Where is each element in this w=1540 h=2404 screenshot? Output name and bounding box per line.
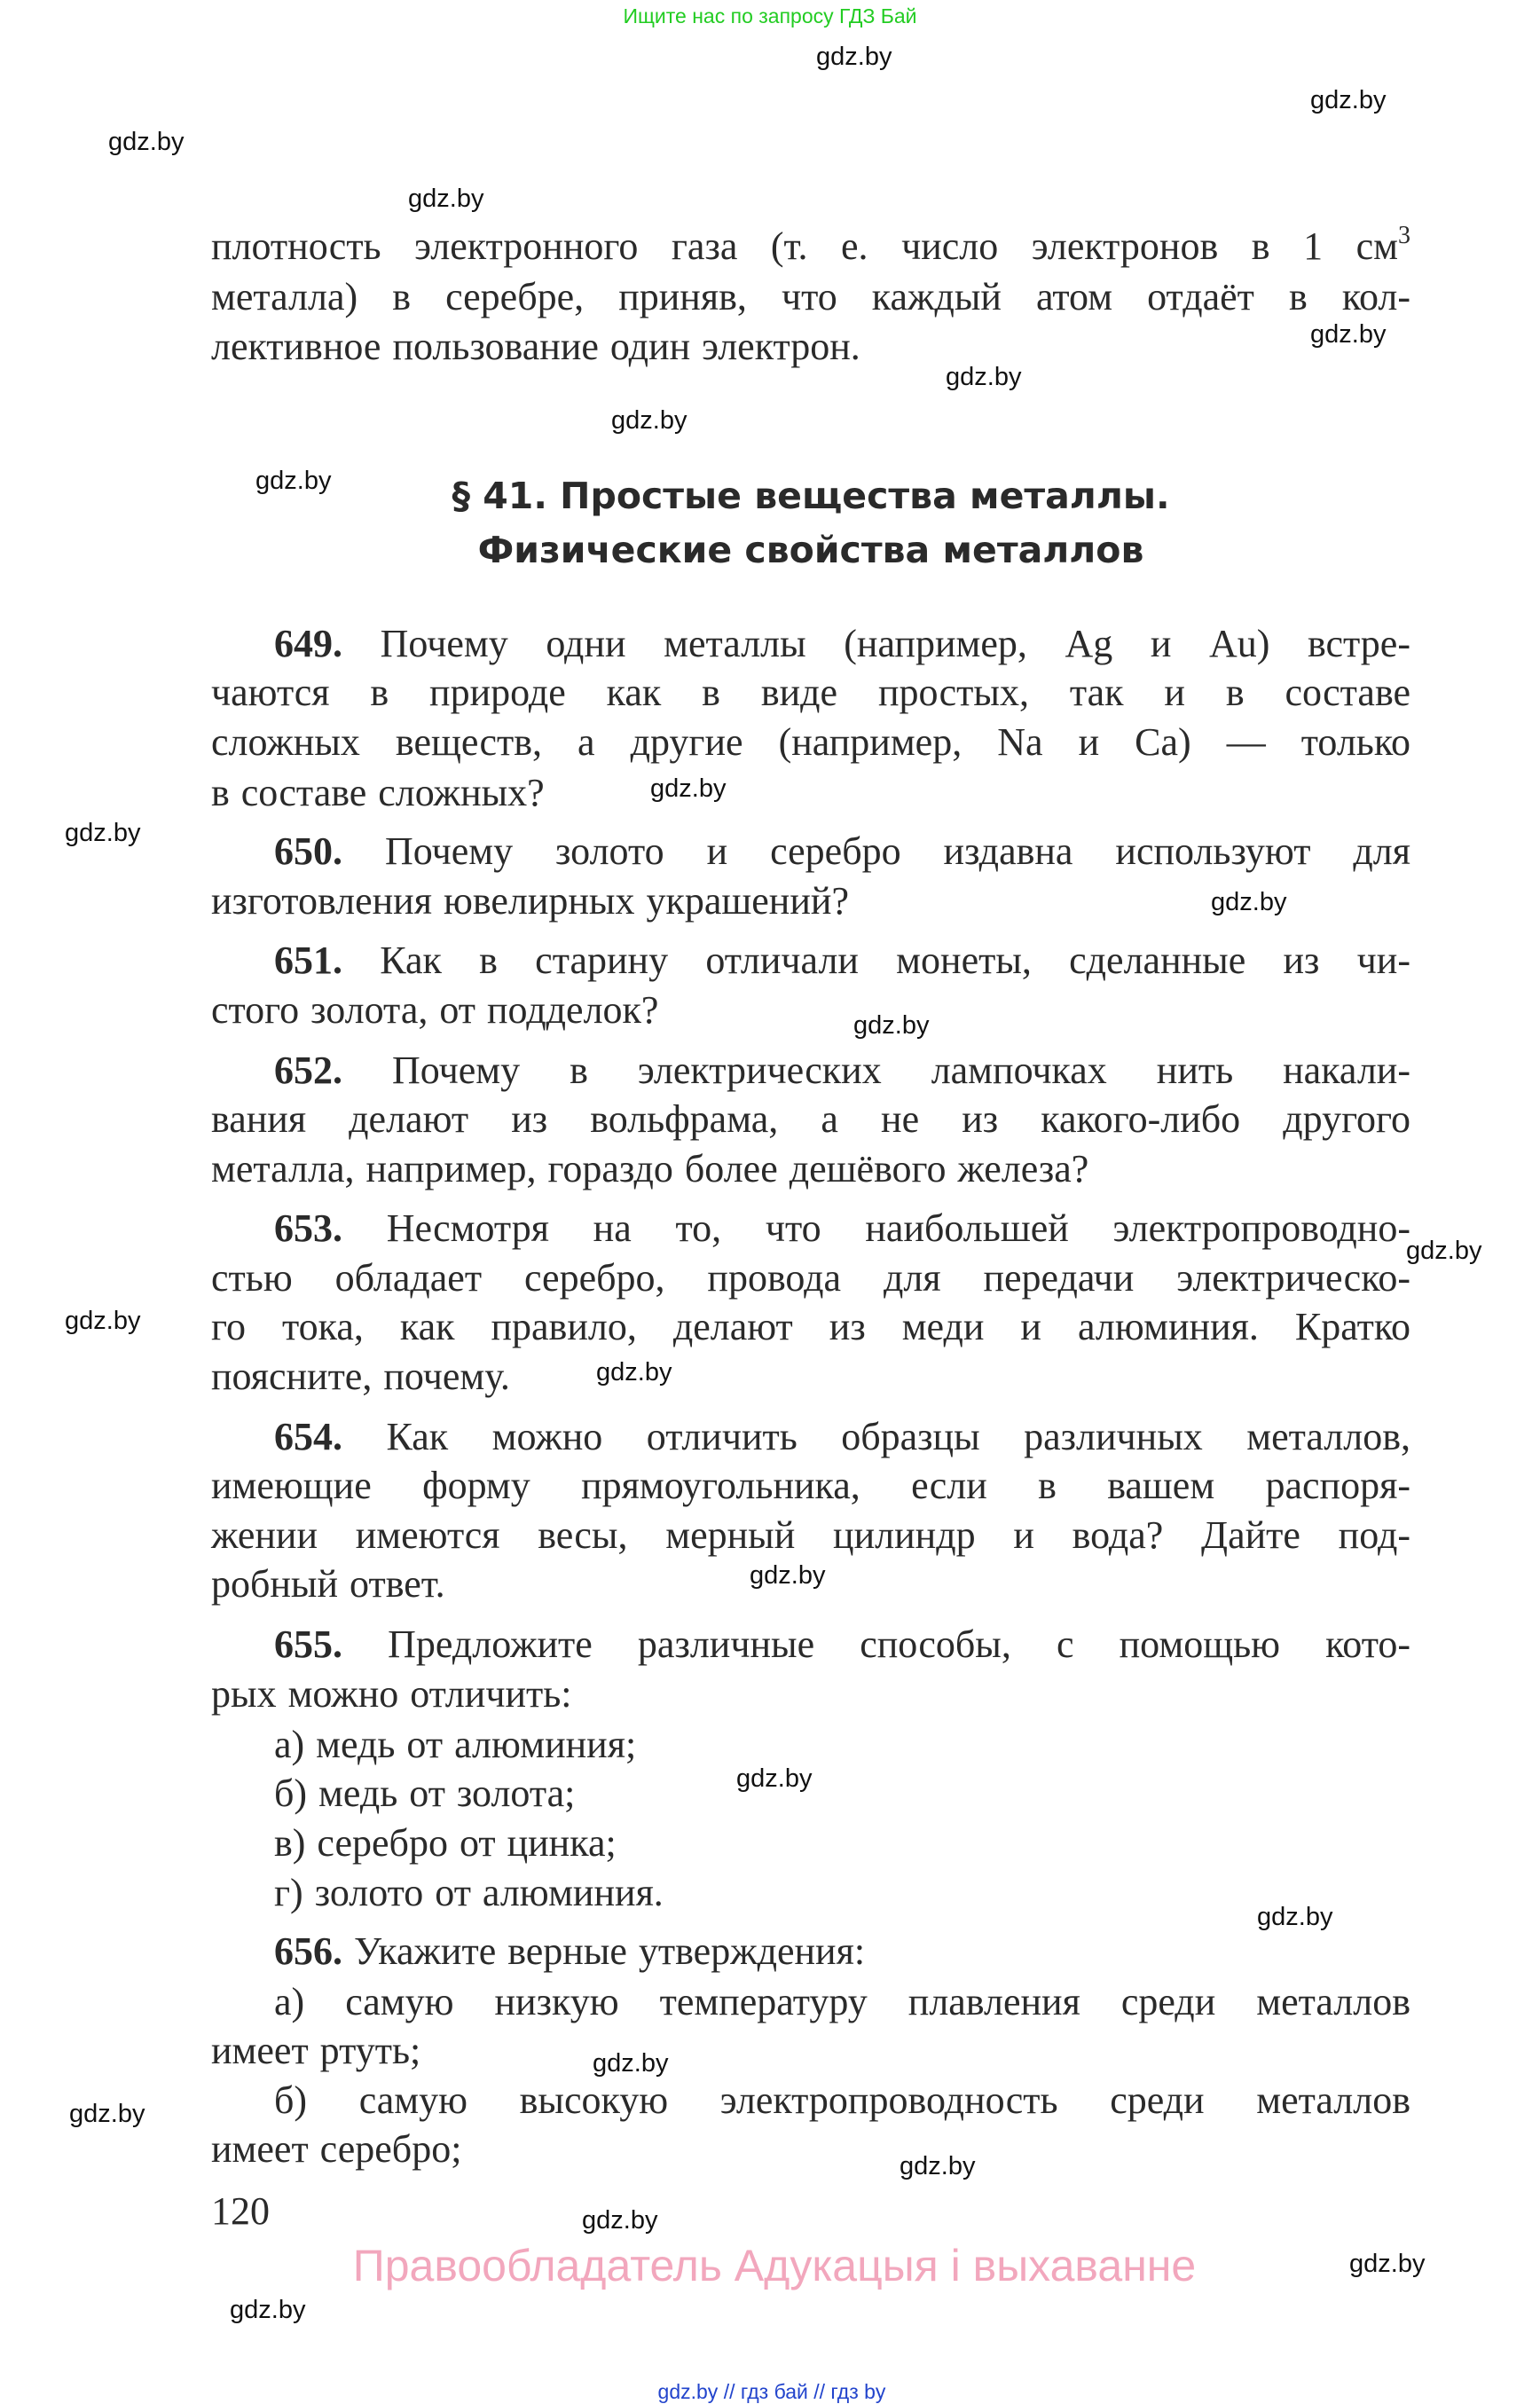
problem-line: робный ответ. bbox=[211, 1562, 445, 1606]
watermark: gdz.by bbox=[582, 2206, 658, 2235]
problem-number: 649. bbox=[274, 622, 342, 665]
section-subheading: Физические свойства металлов bbox=[477, 529, 1144, 571]
problem-line: металла, например, гораздо более дешёвого железа? bbox=[211, 1147, 1089, 1190]
list-item: а) медь от алюминия; bbox=[274, 1723, 637, 1766]
intro-line: металла) в серебре, приняв, что каждый атом отдаёт в кол- bbox=[211, 275, 1410, 318]
intro-line bbox=[211, 222, 1410, 271]
problem-text: Почему в электрических лампочках нить накали- bbox=[342, 1049, 1410, 1092]
watermark: gdz.by bbox=[736, 1764, 813, 1793]
problem-line: имеющие форму прямоугольника, если в вашем распоря- bbox=[211, 1464, 1410, 1507]
list-item: б) самую высокую электропроводность среди металлов bbox=[274, 2078, 1410, 2122]
page-number: 120 bbox=[211, 2189, 270, 2233]
watermark: gdz.by bbox=[900, 2152, 976, 2180]
superscript: 3 bbox=[1398, 222, 1410, 249]
problem-line: стого золота, от подделок? bbox=[211, 988, 659, 1032]
watermark: gdz.by bbox=[1406, 1237, 1482, 1265]
problem-656 bbox=[274, 1927, 1410, 1976]
problem-text: Как можно отличить образцы различных металлов, bbox=[342, 1415, 1410, 1458]
watermark: gdz.by bbox=[1257, 1903, 1333, 1931]
intro-text: плотность электронного газа (т. е. число электронов в 1 см bbox=[211, 224, 1398, 268]
problem-text: Укажите верные утверждения: bbox=[342, 1929, 866, 1973]
problem-line: изготовления ювелирных украшений? bbox=[211, 879, 849, 923]
watermark: gdz.by bbox=[1310, 320, 1387, 349]
copyright-notice: Правообладатель Адукацыя і выхаванне bbox=[352, 2241, 1197, 2290]
watermark: gdz.by bbox=[593, 2049, 669, 2078]
problem-number: 655. bbox=[274, 1622, 342, 1666]
problem-line: стью обладает серебро, провода для передачи электрическо- bbox=[211, 1256, 1410, 1300]
problem-text: Несмотря на то, что наибольшей электропроводно- bbox=[342, 1206, 1410, 1250]
problem-line: имеет ртуть; bbox=[211, 2029, 421, 2072]
problem-line: го тока, как правило, делают из меди и алюминия. Кратко bbox=[211, 1305, 1410, 1348]
watermark: gdz.by bbox=[108, 128, 185, 156]
list-item: г) золото от алюминия. bbox=[274, 1871, 664, 1914]
problem-number: 656. bbox=[274, 1929, 342, 1973]
problem-number: 652. bbox=[274, 1049, 342, 1092]
watermark: gdz.by bbox=[65, 819, 141, 847]
problem-654 bbox=[274, 1412, 1410, 1462]
problem-text: Почему одни металлы (например, Ag и Au) встре- bbox=[342, 622, 1410, 665]
problem-line: жении имеются весы, мерный цилиндр и вода? Дайте под- bbox=[211, 1513, 1410, 1557]
problem-650 bbox=[274, 827, 1410, 876]
problem-652 bbox=[274, 1046, 1410, 1096]
search-banner: Ищите нас по запросу ГДЗ Бай bbox=[623, 4, 917, 27]
problem-line: поясните, почему. bbox=[211, 1355, 510, 1398]
watermark: gdz.by bbox=[816, 43, 892, 71]
watermark: gdz.by bbox=[1211, 888, 1287, 916]
list-item: б) медь от золота; bbox=[274, 1772, 576, 1815]
problem-line: чаются в природе как в виде простых, так и в составе bbox=[211, 671, 1410, 714]
watermark: gdz.by bbox=[230, 2296, 306, 2324]
watermark: gdz.by bbox=[750, 1561, 826, 1590]
list-item: а) самую низкую температуру плавления среди металлов bbox=[274, 1980, 1410, 2023]
problem-655 bbox=[274, 1620, 1410, 1669]
section-heading: § 41. Простые вещества металлы. bbox=[452, 475, 1170, 517]
problem-number: 651. bbox=[274, 939, 342, 982]
problem-651 bbox=[274, 936, 1410, 986]
watermark: gdz.by bbox=[65, 1307, 141, 1335]
intro-line: лективное пользование один электрон. bbox=[211, 325, 860, 368]
problem-text: Как в старину отличали монеты, сделанные из чи- bbox=[342, 939, 1410, 982]
problem-line: в составе сложных? bbox=[211, 771, 545, 814]
watermark: gdz.by bbox=[650, 774, 727, 803]
problem-line: рых можно отличить: bbox=[211, 1672, 572, 1716]
watermark: gdz.by bbox=[255, 467, 332, 495]
watermark: gdz.by bbox=[1349, 2250, 1426, 2278]
watermark: gdz.by bbox=[853, 1011, 930, 1040]
problem-649 bbox=[274, 619, 1410, 669]
problem-653 bbox=[274, 1204, 1410, 1253]
watermark: gdz.by bbox=[1310, 86, 1387, 114]
problem-text: Предложите различные способы, с помощью кото- bbox=[342, 1622, 1410, 1666]
watermark: gdz.by bbox=[408, 185, 484, 213]
watermark: gdz.by bbox=[611, 406, 688, 435]
watermark: gdz.by bbox=[69, 2100, 145, 2128]
problem-line: имеет серебро; bbox=[211, 2127, 462, 2171]
footer-links[interactable]: gdz.by // гдз бай // гдз by bbox=[657, 2380, 886, 2403]
problem-text: Почему золото и серебро издавна используют для bbox=[342, 829, 1410, 873]
watermark: gdz.by bbox=[596, 1358, 672, 1387]
problem-line: сложных веществ, а другие (например, Na и Ca) — только bbox=[211, 720, 1410, 764]
list-item: в) серебро от цинка; bbox=[274, 1821, 617, 1865]
problem-number: 650. bbox=[274, 829, 342, 873]
problem-number: 654. bbox=[274, 1415, 342, 1458]
problem-number: 653. bbox=[274, 1206, 342, 1250]
watermark: gdz.by bbox=[946, 363, 1022, 391]
problem-line: вания делают из вольфрама, а не из какого-либо другого bbox=[211, 1097, 1410, 1141]
